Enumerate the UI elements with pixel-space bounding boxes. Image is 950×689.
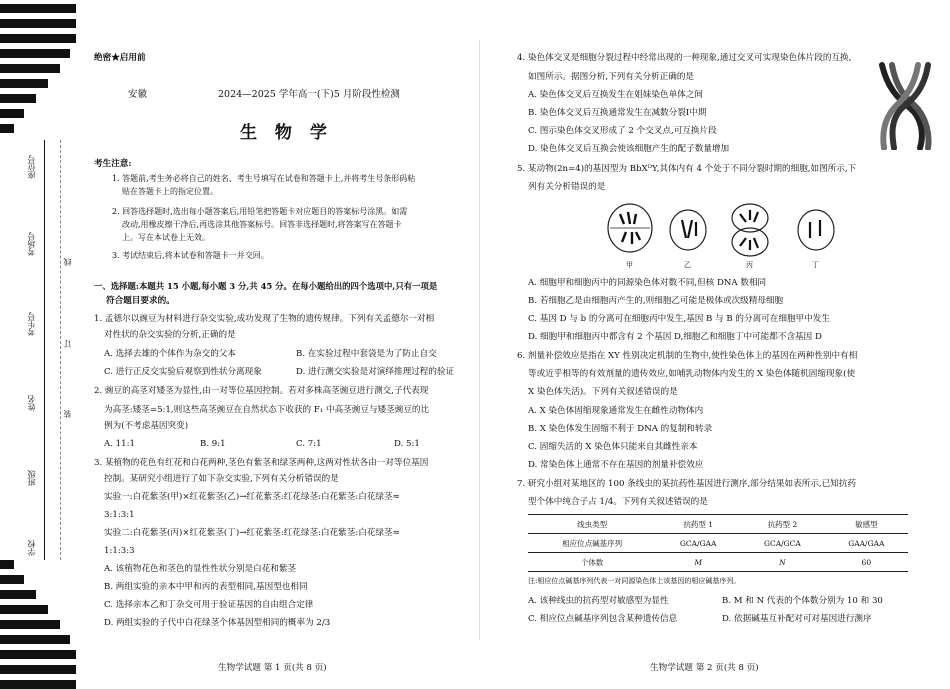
cut-mark-bind: 订 [63,340,72,348]
stripe [0,635,70,644]
stripe [0,4,76,13]
table-cell: N [740,553,825,572]
student-id-label: 考生号 [27,312,36,336]
q7-stem: 7. 研究小组对某地区的 100 条线虫的某抗药性基因进行测序,部分结果如表所示,已知抗药 [517,479,857,489]
q6-option-c: C. 固缩失活的 X 染色体只能来自其雌性亲本 [528,442,698,452]
q5-option-d: D. 细胞甲和细胞丙中都含有 2 个基因 D,细胞乙和细胞丁中可能都不含基因 D [528,332,822,342]
q7-stem: 型个体中纯合子占 1/4。下列有关叙述错误的是 [528,497,708,507]
table-cell: 抗药型 2 [740,515,825,534]
stripe [0,124,14,133]
q7-option-b: B. M 和 N 代表的个体数分别为 10 和 30 [722,596,883,606]
q4-stem: 4. 染色体交叉是细胞分裂过程中经常出现的一种现象,通过交叉可实现染色体片段的互换, [517,53,852,63]
q6-option-d: D. 常染色体上通常不存在基因的剂量补偿效应 [528,460,704,470]
table-cell: GAA/GAA [825,534,908,553]
notice-line: 贴在答题卡上的指定位置。 [122,187,218,196]
q6-stem: X 染色体失活)。下列有关叙述错误的是 [528,387,678,397]
notice-line: 改动,用橡皮擦干净后,再选涂其他答案标号。回答非选择题时,将答案写在答题卡 [122,220,402,229]
stripe [0,590,36,599]
q4-option-c: C. 图示染色体交叉形成了 2 个交叉点,可互换片段 [528,126,717,136]
page-footer-left: 生物学试题 第 1 页(共 8 页) [218,663,327,673]
binding-strip [0,0,80,688]
table-cell: 线虫类型 [528,515,656,534]
secret-mark: 绝密★启用前 [94,53,146,63]
chromosome-crossover-figure [870,60,940,150]
table-note: 注:相应位点碱基序列代表一对同源染色体上该基因的相应碱基序列。 [528,577,741,585]
stripe [0,575,24,584]
q3-exp2: 实验二:白花紫茎(丙)×红花紫茎(丁)→红花紫茎:红花绿茎:白花紫茎:白花绿茎≈ [104,528,400,538]
table-row [528,534,908,553]
notice-line: 上。写在本试卷上无效。 [122,233,210,242]
table-cell: 60 [825,553,908,572]
table-cell: 敏感型 [825,515,908,534]
q2-stem: 为高茎:矮茎=5:1,则这些高茎豌豆在自然状态下收获的 F₁ 中高茎豌豆与矮茎豌豆的比 [104,405,430,415]
notice-line: 2. 回答选择题时,选出每小题答案后,用铅笔把答题卡对应题目的答案标号涂黑。如需 [112,207,408,216]
section-heading: 一、选择题:本题共 15 小题,每小题 3 分,共 45 分。在每小题给出的四个选项中,只有一项是 [94,281,438,291]
section-heading-cont: 符合题目要求的。 [106,296,175,306]
cell-label-yi: 乙 [684,261,691,269]
cell-label-jia: 甲 [626,261,633,269]
q6-option-a: A. X 染色体固缩现象通常发生在雌性动物体内 [528,406,704,416]
table-cell: GCA/GCA [740,534,825,553]
q7-option-d: D. 依据碱基互补配对可对基因进行测序 [722,614,872,624]
q4-option-a: A. 染色体交叉后互换发生在姐妹染色单体之间 [528,90,703,100]
seat-number-label: 座位号 [27,155,36,179]
notice-line: 3. 考试结束后,将本试卷和答题卡一并交回。 [112,251,269,260]
q7-option-a: A. 该种线虫的抗药型对敏感型为显性 [528,596,669,606]
q4-option-b: B. 染色体交叉后互换通常发生在减数分裂Ⅰ中期 [528,108,707,118]
stripe [0,64,60,73]
q3-exp1-ratio: 3:1:3:1 [104,510,135,520]
q1-option-a: A. 选择去雄的个体作为杂交的父本 [104,349,236,359]
column-divider [479,40,480,640]
q4-option-d: D. 染色体交叉后互换会使该细胞产生的配子数量增加 [528,144,730,154]
q3-exp2-ratio: 1:1:3:3 [104,546,135,556]
cell-label-bing: 丙 [746,261,753,269]
q4-stem: 如图所示。据图分析,下列有关分析正确的是 [528,72,695,82]
stripe [0,19,76,28]
stripe [0,620,60,629]
q3-stem: 3. 某植物的花色有红花和白花两种,茎色有紫茎和绿茎两种,这两对性状各由一对等位基因 [94,458,429,468]
q3-stem: 控制。某研究小组进行了如下杂交实验,下列有关分析错误的是 [104,474,339,484]
subject-title: 生 物 学 [240,123,333,143]
q2-option-c: C. 7:1 [296,439,322,449]
exam-room-label: 考场号 [27,232,36,256]
stripe [0,560,14,569]
q2-stem: 2. 豌豆的高茎对矮茎为显性,由一对等位基因控制。若对多株高茎豌豆进行测交,子代表现 [94,386,429,396]
stripe [0,665,76,674]
q3-exp1: 实验一:白花紫茎(甲)×红花紫茎(乙)→红花紫茎:红花绿茎:白花紫茎:白花绿茎≈ [104,492,400,502]
cell-division-figure [600,200,840,262]
q1-stem: 1. 孟德尔以豌豆为材料进行杂交实验,成功发现了生物的遗传规律。下列有关孟德尔一对相 [94,314,435,324]
q2-stem: 例为(不考虑基因突变) [104,421,189,431]
cut-line [60,140,62,560]
cell-label-ding: 丁 [812,261,819,269]
stripe [0,94,36,103]
stripe [0,650,76,659]
q6-stem: 等或近乎相等的有效剂量的遗传效应,如哺乳动物体内发生的 X 染色体随机固缩现象(使 [528,369,856,379]
table-cell: 个体数 [528,553,656,572]
table-cell: 抗药型 1 [656,515,740,534]
cut-mark-install: 装 [63,410,72,418]
stripe [0,49,70,58]
province: 安徽 [128,89,148,100]
stripe [0,605,48,614]
stripe [0,109,24,118]
table-cell: 相应位点碱基序列 [528,534,656,553]
stripe [0,79,48,88]
table-row [528,515,908,534]
q2-option-b: B. 9:1 [200,439,226,449]
school-label: 学校 [27,540,36,556]
gene-sequence-table [528,514,908,572]
notice-title: 考生注意: [94,159,132,169]
class-label: 班级 [27,470,36,486]
q1-stem: 对性状的杂交实验的分析,正确的是 [104,330,236,340]
exam-title: 2024—2025 学年高一(下)5 月阶段性检测 [218,89,400,100]
stripe [0,34,76,43]
q2-option-d: D. 5:1 [394,439,420,449]
q5-stem: 列有关分析错误的是 [528,182,606,192]
q6-stem: 6. 剂量补偿效应是指在 XY 性别决定机制的生物中,使性染色体上的基因在两种性别中有相 [517,351,858,361]
q3-option-b: B. 两组实验的亲本中甲和丙的表型相同,基因型也相同 [104,582,308,592]
q7-option-c: C. 相应位点碱基序列包含某种遗传信息 [528,614,678,624]
q5-option-b: B. 若细胞乙是由细胞丙产生的,则细胞乙可能是极体或次级精母细胞 [528,296,784,306]
q2-option-a: A. 11:1 [104,439,135,449]
q5-option-a: A. 细胞甲和细胞丙中的同源染色体对数不同,但核 DNA 数相同 [528,278,767,288]
page-footer-right: 生物学试题 第 2 页(共 8 页) [650,663,759,673]
table-cell: GCA/GAA [656,534,740,553]
q1-option-d: D. 进行测交实验是对演绎推理过程的验证 [296,367,455,377]
q5-stem: 5. 某动物(2n=4)的基因型为 BbXᴰY,其体内有 4 个处于不同分裂时期的细胞,如图所示,下 [517,164,857,174]
q3-option-a: A. 该植物花色和茎色的显性性状分别是白花和紫茎 [104,564,297,574]
q1-option-c: C. 进行正反交实验后观察到性状分离现象 [104,367,262,377]
q6-option-b: B. X 染色体发生固缩不利于 DNA 的复制和转录 [528,424,713,434]
q5-option-c: C. 基因 D 与 b 的分离可在细胞丙中发生,基因 B 与 B 的分离可在细胞甲中发生 [528,314,830,324]
notice-line: 1. 答题前,考生务必将自己的姓名、考生号填写在试卷和答题卡上,并将考生号条形码粘 [112,174,416,183]
q3-option-d: D. 两组实验的子代中白花绿茎个体基因型相同的概率为 2/3 [104,618,331,628]
name-label: 姓名 [27,395,36,411]
q1-option-b: B. 在实验过程中套袋是为了防止自交 [296,349,437,359]
binding-line [44,140,45,560]
table-cell: M [656,553,740,572]
table-row [528,553,908,572]
cut-mark-line: 线 [63,258,72,266]
q3-option-c: C. 选择亲本乙和丁杂交可用于验证基因的自由组合定律 [104,600,314,610]
